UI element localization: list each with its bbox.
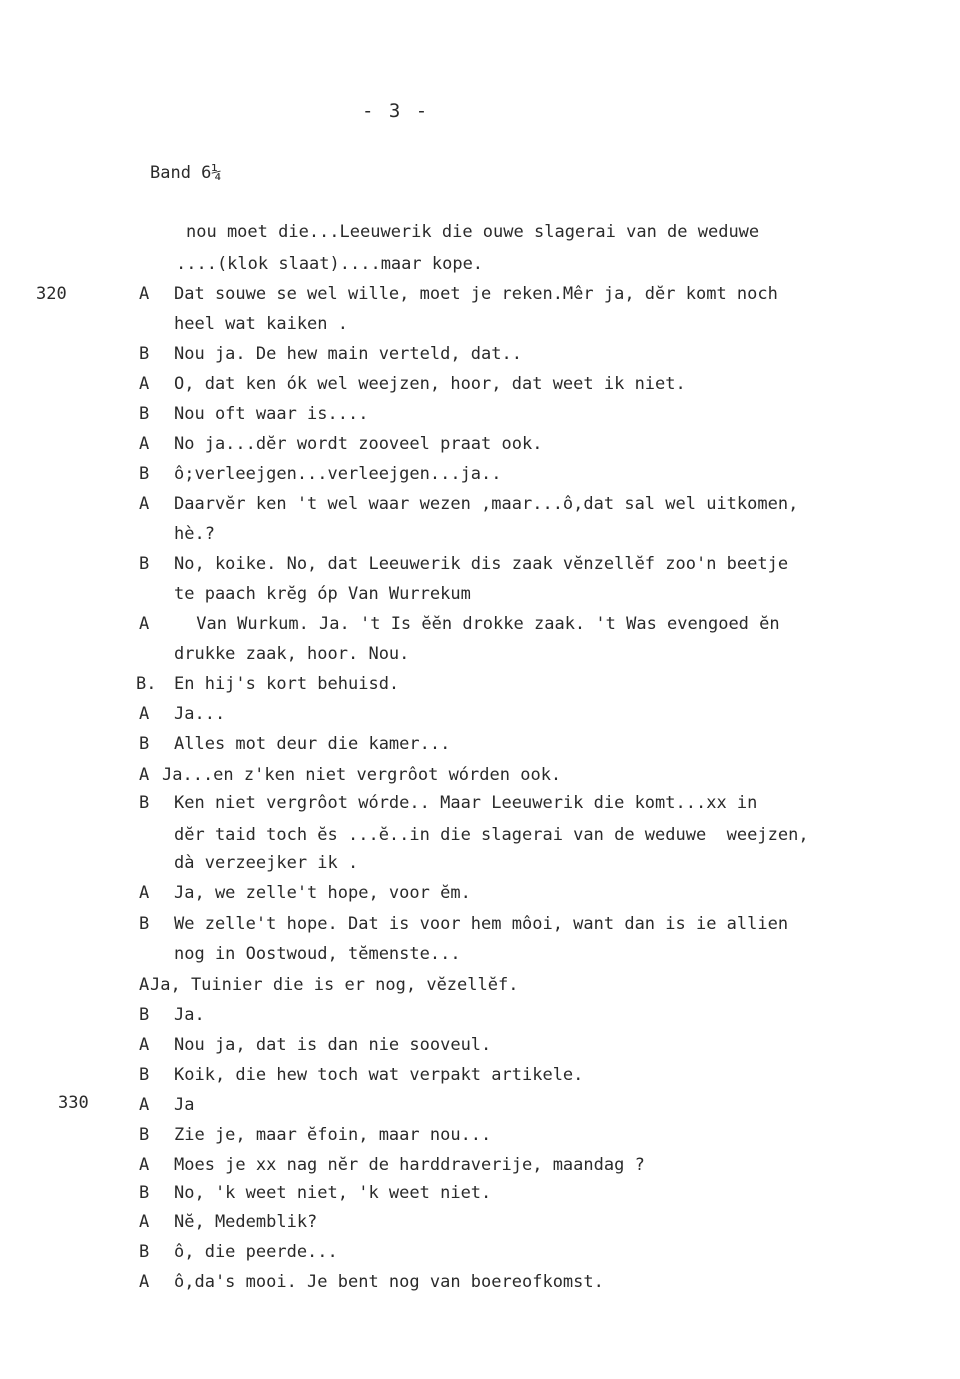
speaker-label: B bbox=[139, 914, 150, 934]
transcript-line: Zie je, maar ĕfoin, maar nou... bbox=[174, 1125, 492, 1145]
transcript-line: ....(klok slaat)....maar kope. bbox=[176, 254, 484, 274]
speaker-label: B bbox=[139, 1065, 150, 1085]
transcript-line: ô,da's mooi. Je bent nog van boereofkomst. bbox=[174, 1272, 604, 1292]
transcript-line: dà verzeejker ik . bbox=[174, 853, 359, 873]
transcript-line: Van Wurkum. Ja. 't Is ĕĕn drokke zaak. 't Was evengoed ĕn bbox=[186, 614, 780, 634]
transcript-line: Ja bbox=[174, 1095, 195, 1115]
speaker-label: B bbox=[139, 1125, 150, 1145]
transcript-line: Nou oft waar is.... bbox=[174, 404, 369, 424]
speaker-label: A bbox=[139, 1155, 150, 1175]
speaker-label: B bbox=[139, 1183, 150, 1203]
transcript-line: hè.? bbox=[174, 524, 215, 544]
transcript-line: nou moet die...Leeuwerik die ouwe slagerai van de weduwe bbox=[186, 222, 760, 242]
speaker-label: B bbox=[139, 793, 150, 813]
speaker-label: B bbox=[139, 734, 150, 754]
transcript-line: ô, die peerde... bbox=[174, 1242, 338, 1262]
transcript-line: En hij's kort behuisd. bbox=[174, 674, 400, 694]
transcript-line: Koik, die hew toch wat verpakt artikele. bbox=[174, 1065, 584, 1085]
transcript-line: Ja... bbox=[174, 704, 226, 724]
transcript-line: ô;verleejgen...verleejgen...ja.. bbox=[174, 464, 502, 484]
page-number: - 3 - bbox=[362, 100, 430, 122]
transcript-line: No ja...dĕr wordt zooveel praat ook. bbox=[174, 434, 543, 454]
speaker-label: A bbox=[139, 1212, 150, 1232]
speaker-label: A bbox=[139, 494, 150, 514]
transcript-line: nog in Oostwoud, tĕmenste... bbox=[174, 944, 461, 964]
speaker-label: B bbox=[139, 464, 150, 484]
speaker-label: A bbox=[139, 765, 150, 785]
transcript-line: te paach krĕg óp Van Wurrekum bbox=[174, 584, 471, 604]
speaker-label: B bbox=[139, 1242, 150, 1262]
speaker-label: A bbox=[139, 883, 150, 903]
speaker-label: A bbox=[139, 374, 150, 394]
speaker-label: A bbox=[139, 1095, 150, 1115]
transcript-line: Ja...en z'ken niet vergrôot wórden ook. bbox=[162, 765, 562, 785]
transcript-line: We zelle't hope. Dat is voor hem môoi, want dan is ie allien bbox=[174, 914, 789, 934]
transcript-line: Nou ja. De hew main verteld, dat.. bbox=[174, 344, 522, 364]
transcript-line: Dat souwe se wel wille, moet je reken.Mêr ja, dĕr komt noch bbox=[174, 284, 778, 304]
speaker-label: B bbox=[139, 554, 150, 574]
transcript-line: Alles mot deur die kamer... bbox=[174, 734, 451, 754]
transcript-line: Nĕ, Medemblik? bbox=[174, 1212, 318, 1232]
speaker-label: A bbox=[139, 704, 150, 724]
speaker-label: A bbox=[139, 1035, 150, 1055]
transcript-line: Ja. bbox=[174, 1005, 205, 1025]
speaker-label: A bbox=[139, 614, 150, 634]
transcript-line: O, dat ken ók wel weejzen, hoor, dat weet ik niet. bbox=[174, 374, 686, 394]
band-label: Band 6¼ bbox=[150, 163, 222, 183]
transcript-line: Nou ja, dat is dan nie sooveul. bbox=[174, 1035, 492, 1055]
speaker-label: B bbox=[139, 344, 150, 364]
line-number-330: 330 bbox=[58, 1093, 89, 1113]
transcript-line: Moes je xx nag nĕr de harddraverije, maandag ? bbox=[174, 1155, 645, 1175]
transcript-line: No, 'k weet niet, 'k weet niet. bbox=[174, 1183, 492, 1203]
line-number-320: 320 bbox=[36, 284, 67, 304]
speaker-label: A bbox=[139, 1272, 150, 1292]
transcript-line: Ken niet vergrôot wórde.. Maar Leeuwerik die komt...xx in bbox=[174, 793, 758, 813]
transcript-line: Ja, Tuinier die is er nog, vĕzellĕf. bbox=[150, 975, 519, 995]
transcript-line: No, koike. No, dat Leeuwerik dis zaak vĕnzellĕf zoo'n beetje bbox=[174, 554, 789, 574]
transcript-line: heel wat kaiken . bbox=[174, 314, 348, 334]
speaker-label: B bbox=[139, 1005, 150, 1025]
transcript-line: Daarvĕr ken 't wel waar wezen ,maar...ô,dat sal wel uitkomen, bbox=[174, 494, 799, 514]
speaker-label: A bbox=[139, 975, 150, 995]
transcript-line: drukke zaak, hoor. Nou. bbox=[174, 644, 410, 664]
speaker-label: B. bbox=[136, 674, 157, 694]
transcript-line: Ja, we zelle't hope, voor ĕm. bbox=[174, 883, 471, 903]
speaker-label: B bbox=[139, 404, 150, 424]
transcript-line: dĕr taid toch ĕs ...ĕ..in die slagerai van de weduwe weejzen, bbox=[174, 825, 809, 845]
speaker-label: A bbox=[139, 284, 150, 304]
speaker-label: A bbox=[139, 434, 150, 454]
